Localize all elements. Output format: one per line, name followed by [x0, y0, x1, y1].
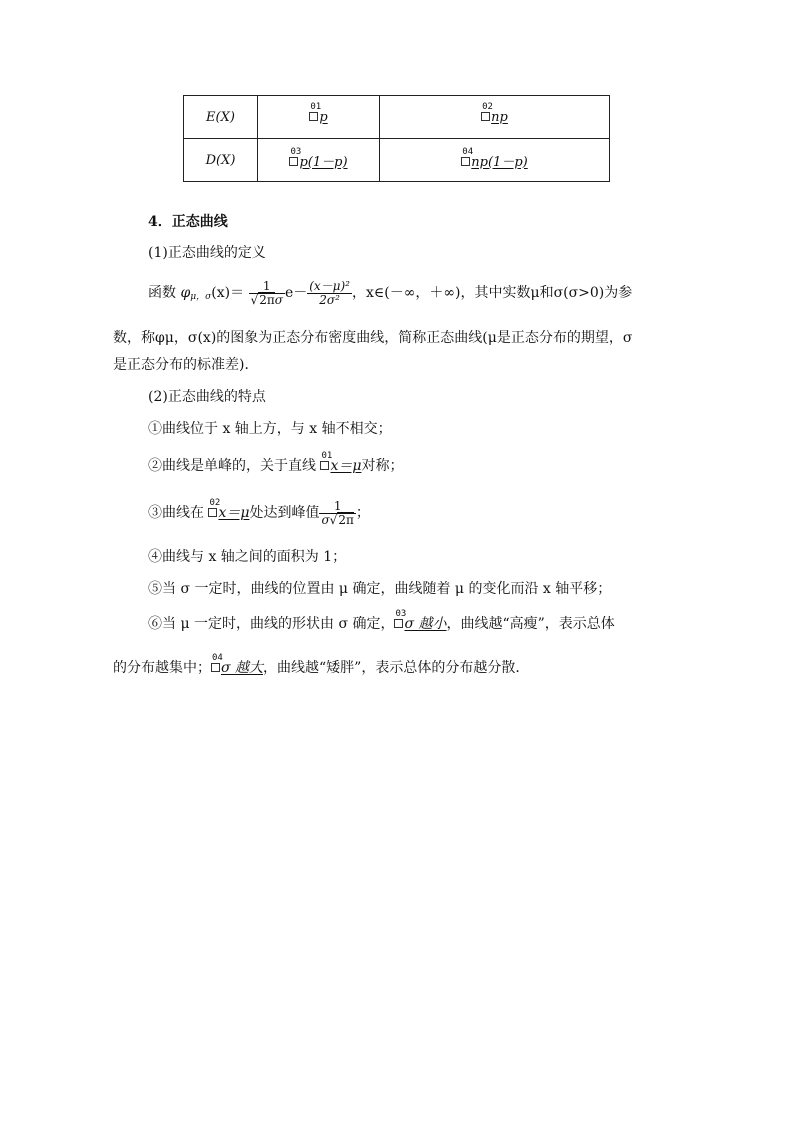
fraction-numerator: 1: [319, 500, 355, 514]
answer-value: p(1－p): [299, 154, 348, 170]
answer-box-icon: [320, 451, 333, 470]
feature-6b-text: 的分布越集中；: [113, 660, 211, 676]
row-label: E(X): [184, 96, 258, 139]
answer-box-icon: [309, 101, 322, 121]
feature-2-text: ②曲线是单峰的，关于直线: [148, 458, 316, 474]
sigma-symbol: σ: [274, 292, 283, 307]
feature-3-mid: 处达到峰值: [249, 505, 320, 521]
answer-number: 04: [212, 653, 223, 663]
answer-number: 03: [395, 609, 407, 619]
answer-number: 02: [482, 101, 493, 112]
answer-number: 02: [209, 498, 221, 508]
fraction-denominator: √2πσ: [250, 292, 283, 307]
normal-density-formula: [148, 274, 632, 312]
subheading-definition: (1)正态曲线的定义: [148, 245, 266, 261]
answer-value: σ 越小: [404, 616, 447, 632]
euler-e: e: [284, 285, 294, 301]
formula-range-text: ，x∈(－∞，＋∞)，其中实数μ和σ(σ>0)为参: [351, 285, 633, 301]
answer-box-icon: [208, 498, 221, 517]
phi-symbol: φ: [180, 285, 191, 301]
answer-box-icon: [481, 101, 493, 121]
definition-line-3: 是正态分布的标准差)．: [113, 357, 259, 373]
formula-arg: (x)＝: [211, 285, 245, 301]
row-label: D(X): [184, 139, 258, 182]
answer-number: 03: [290, 146, 302, 157]
exponent-fraction: [307, 280, 352, 307]
fraction-denominator: σ√2π: [321, 512, 354, 527]
exponent-numerator: (x－μ)²: [309, 278, 350, 293]
table-row: [184, 139, 610, 182]
exponent-minus: －: [293, 285, 308, 301]
answer-box-icon: [394, 609, 407, 628]
feature-6b-end: ，曲线越“矮胖”，表示总体的分布越分散．: [263, 660, 530, 676]
feature-2-end: 对称；: [361, 458, 404, 474]
answer-value: x＝μ: [218, 505, 250, 521]
answer-value: x＝μ: [330, 458, 362, 474]
expectation-variance-table: [183, 95, 610, 182]
fraction-numerator: 1: [249, 280, 285, 294]
answer-value: σ 越大: [221, 660, 264, 676]
subheading-features: (2)正态曲线的特点: [148, 389, 266, 405]
feature-2: [148, 451, 404, 476]
answer-cell: [258, 139, 380, 182]
sqrt-radicand: 2π: [338, 512, 354, 527]
peak-value-fraction: [319, 500, 355, 527]
sigma-symbol: σ: [321, 512, 330, 527]
feature-4: ④曲线与 x 轴之间的面积为 1；: [148, 549, 347, 565]
answer-cell: [380, 139, 610, 182]
coefficient-fraction: [249, 280, 285, 307]
feature-6: [148, 609, 615, 634]
answer-value: np(1－p): [471, 154, 528, 170]
answer-value: p: [319, 109, 328, 125]
feature-6-text: ⑥当 μ 一定时，曲线的形状由 σ 确定，: [148, 616, 395, 632]
answer-number: 01: [310, 101, 322, 112]
answer-box-icon: [461, 146, 474, 166]
feature-6-continued: [113, 653, 530, 678]
formula-prefix: 函数: [148, 285, 176, 301]
feature-5: ⑤当 σ 一定时，曲线的位置由 μ 确定，曲线随着 μ 的变化而沿 x 轴平移；: [148, 581, 612, 597]
answer-number: 01: [321, 451, 333, 461]
phi-subscript: μ，σ: [190, 292, 212, 302]
answer-box-icon: [211, 653, 223, 672]
answer-box-icon: [289, 146, 302, 166]
feature-3-text: ③曲线在: [148, 505, 204, 521]
exponent-denominator: 2σ²: [319, 292, 340, 307]
feature-3: [148, 494, 370, 532]
feature-6-mid: ，曲线越“高瘦”，表示总体: [446, 616, 615, 632]
section-heading: 4．正态曲线: [148, 214, 228, 230]
answer-value: np: [491, 109, 508, 125]
feature-1: ①曲线位于 x 轴上方，与 x 轴不相交；: [148, 421, 392, 437]
definition-line-2: 数，称φμ，σ(x)的图象为正态分布密度曲线，简称正态曲线(μ是正态分布的期望，σ: [113, 330, 633, 346]
table-row: [184, 96, 610, 139]
answer-cell: [380, 96, 610, 139]
sqrt-radicand: 2π: [259, 292, 275, 307]
answer-number: 04: [462, 146, 474, 157]
answer-cell: [258, 96, 380, 139]
feature-3-end: ；: [355, 505, 370, 521]
